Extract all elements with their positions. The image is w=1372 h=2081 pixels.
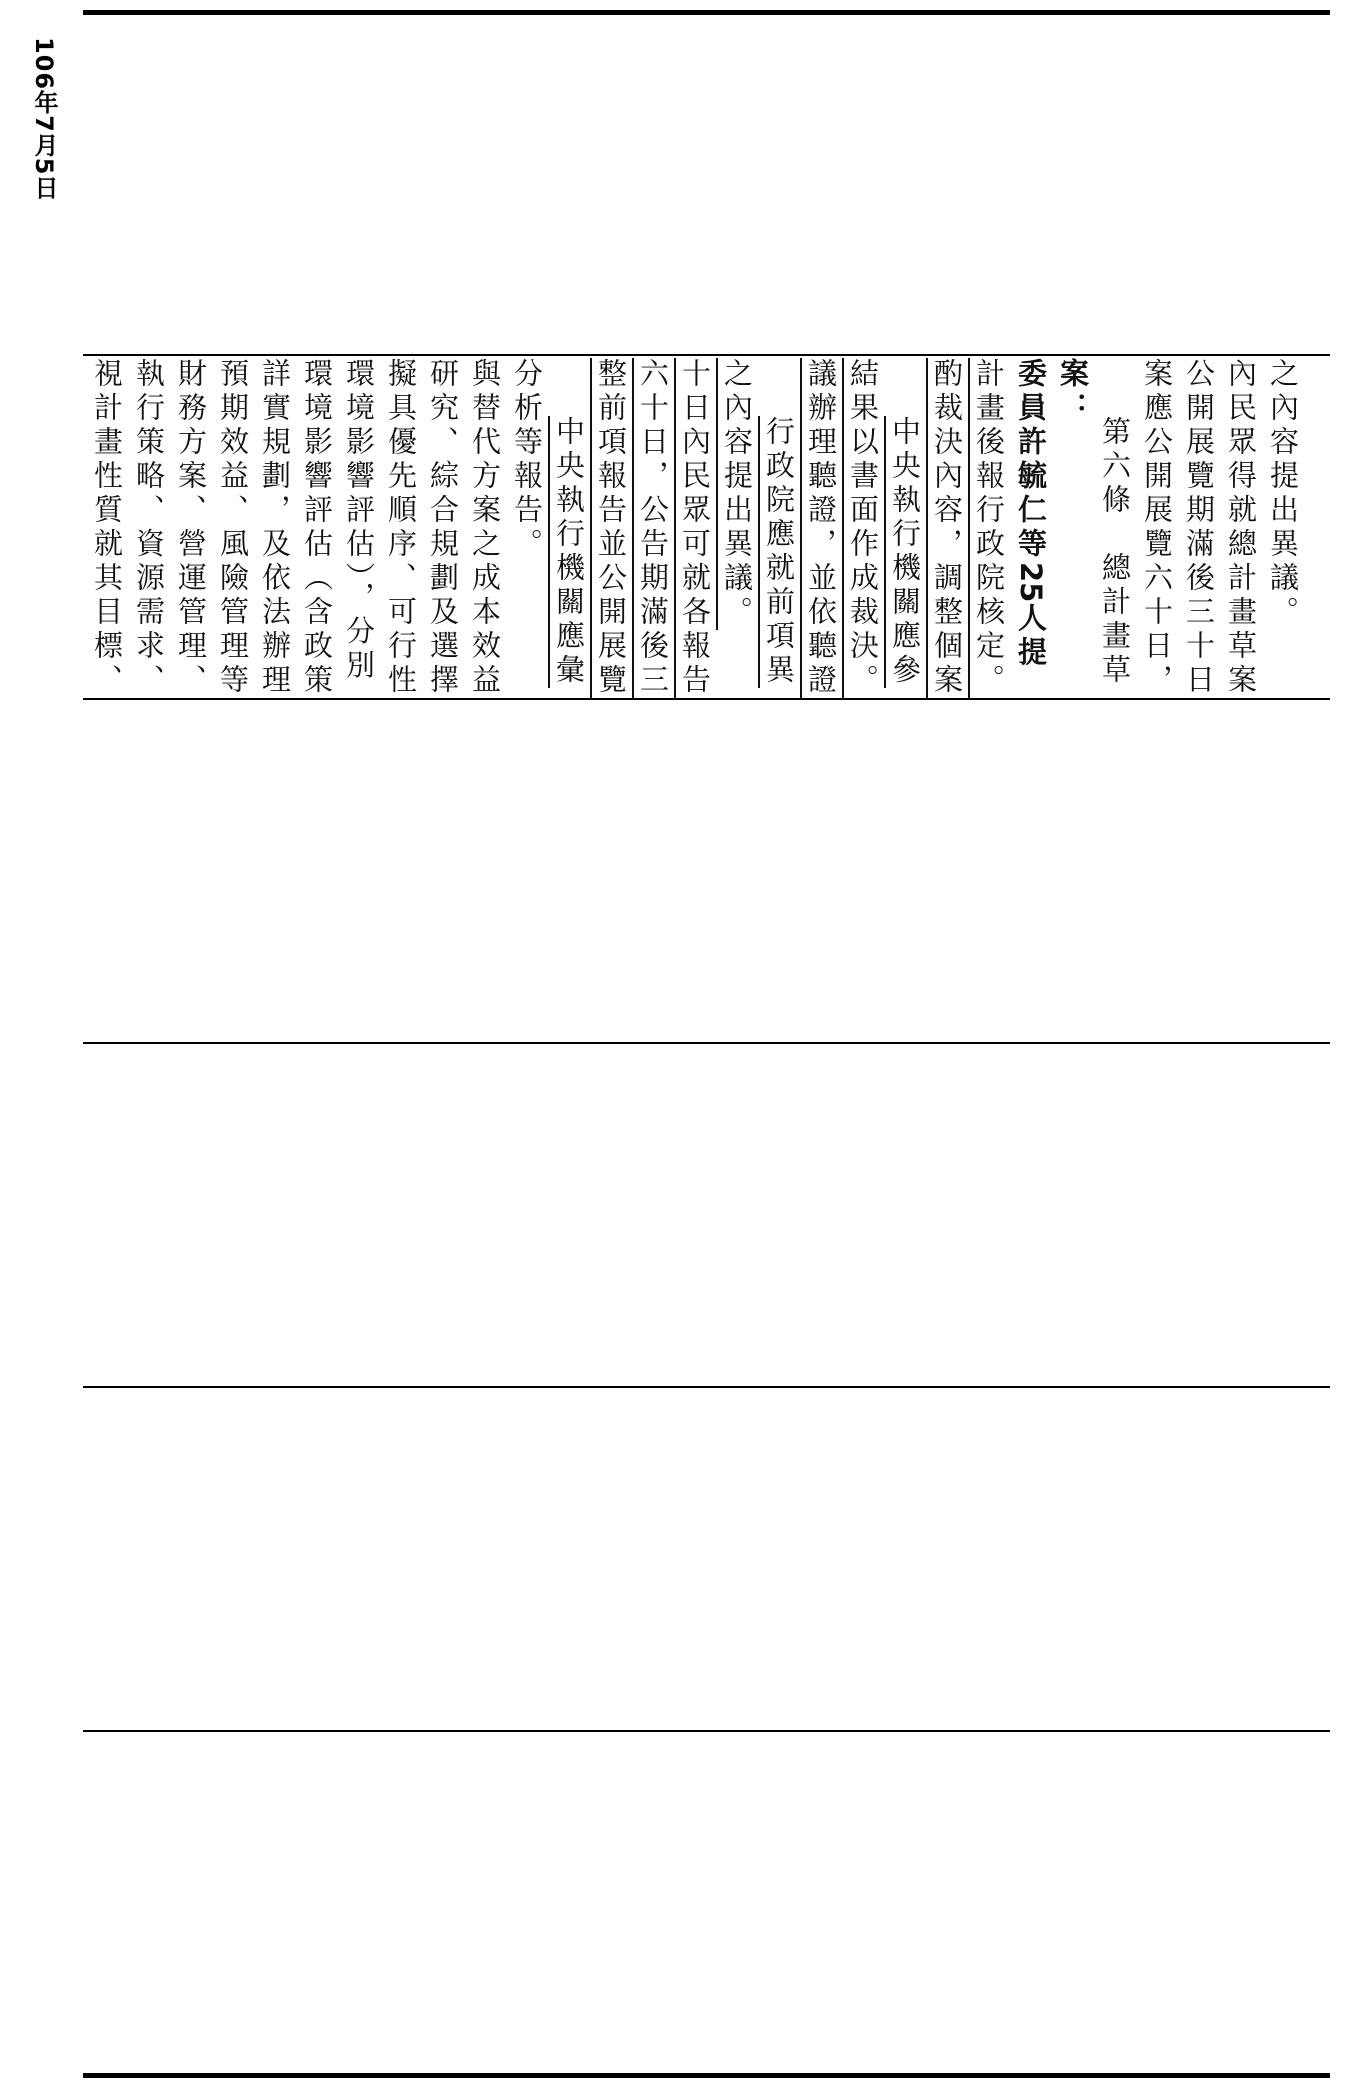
article-six [1094,358,1304,703]
article-text: 總計畫草案應公開展覽六十日，公開展覽期滿後三十日內民眾得就總計畫草案之內容提出異議。 [1098,358,1300,698]
row-divider [83,354,1330,356]
page-date: 106年7月5日 [30,37,58,201]
article-label: 第六條 [1098,416,1132,518]
row-divider [83,1386,1330,1388]
proposal-text-column [86,358,1326,703]
proposer-heading [1010,358,1094,703]
row-divider [83,1042,1330,1044]
proposer-suffix: 人提案： [1014,358,1090,671]
table-bottom-border [83,2073,1330,2078]
row-divider [83,1730,1330,1732]
paragraph-adjust-plan: 中央執行機關應參酌裁決內容，調整個案計畫後報行政院核定。 [888,358,1006,698]
paragraph-public-exhibition: 中央執行機關應彙整前項報告並公開展覽六十日，公告期滿後三十日內民眾可就各報告之內容提出異議。 [552,358,754,698]
proposer-prefix: 委員許毓仁等 [1014,358,1048,562]
paragraph-hearing: 行政院應就前項異議辦理聽證，並依聽證結果以書面作成裁決。 [762,358,880,698]
paragraph-plan-report: 視計畫性質就其目標、執行策略、資源需求、財務方案、營運管理、預期效益、風險管理等詳實規劃，及依法辦理環境影響評估（含政策環境影響評估），分別擬具優先順序、可行性研究、綜合規劃及選擇與替代方案之成本效益分析等報告。 [90,358,544,698]
proposer-count: 25 [1014,562,1048,603]
table-top-border [83,10,1330,15]
